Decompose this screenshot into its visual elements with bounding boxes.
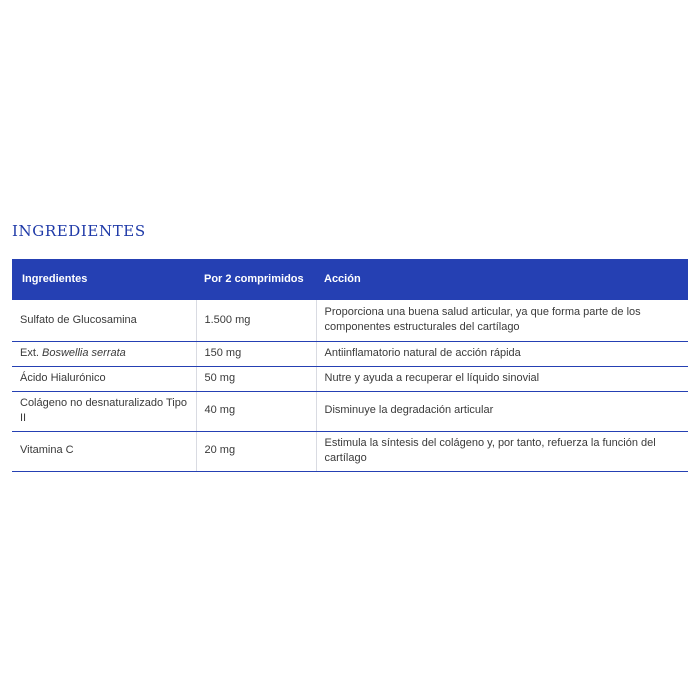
ingredient-cell: Colágeno no desnaturalizado Tipo II [12, 391, 196, 431]
ingredient-cell: Ácido Hialurónico [12, 366, 196, 391]
dose-cell: 40 mg [196, 391, 316, 431]
table-row [12, 341, 688, 366]
ingredient-cell: Vitamina C [12, 431, 196, 471]
ingredient-prefix: Ext. [20, 346, 43, 359]
table-row [12, 366, 688, 391]
section-title: INGREDIENTES [12, 222, 146, 240]
column-header-dose: Por 2 comprimidos [204, 273, 304, 285]
action-cell: Estimula la síntesis del colágeno y, por tanto, refuerza la función del cartílago [316, 431, 688, 471]
table-row [12, 391, 688, 431]
ingredients-table [12, 259, 688, 472]
table-row [12, 300, 688, 341]
dose-cell: 150 mg [196, 341, 316, 366]
action-cell: Proporciona una buena salud articular, ya que forma parte de los componentes estructurales del cartílago [316, 300, 688, 341]
column-header-action: Acción [324, 273, 361, 285]
action-cell: Disminuye la degradación articular [316, 391, 688, 431]
table-row [12, 431, 688, 471]
table-header-row [12, 259, 688, 300]
dose-cell: 20 mg [196, 431, 316, 471]
ingredient-species-name: Boswellia serrata [42, 346, 126, 359]
action-cell: Antiinflamatorio natural de acción rápida [316, 341, 688, 366]
dose-cell: 50 mg [196, 366, 316, 391]
dose-cell: 1.500 mg [196, 300, 316, 341]
ingredient-cell [12, 341, 196, 366]
column-header-ingredients: Ingredientes [22, 273, 88, 285]
action-cell: Nutre y ayuda a recuperar el líquido sinovial [316, 366, 688, 391]
ingredient-cell: Sulfato de Glucosamina [12, 300, 196, 341]
